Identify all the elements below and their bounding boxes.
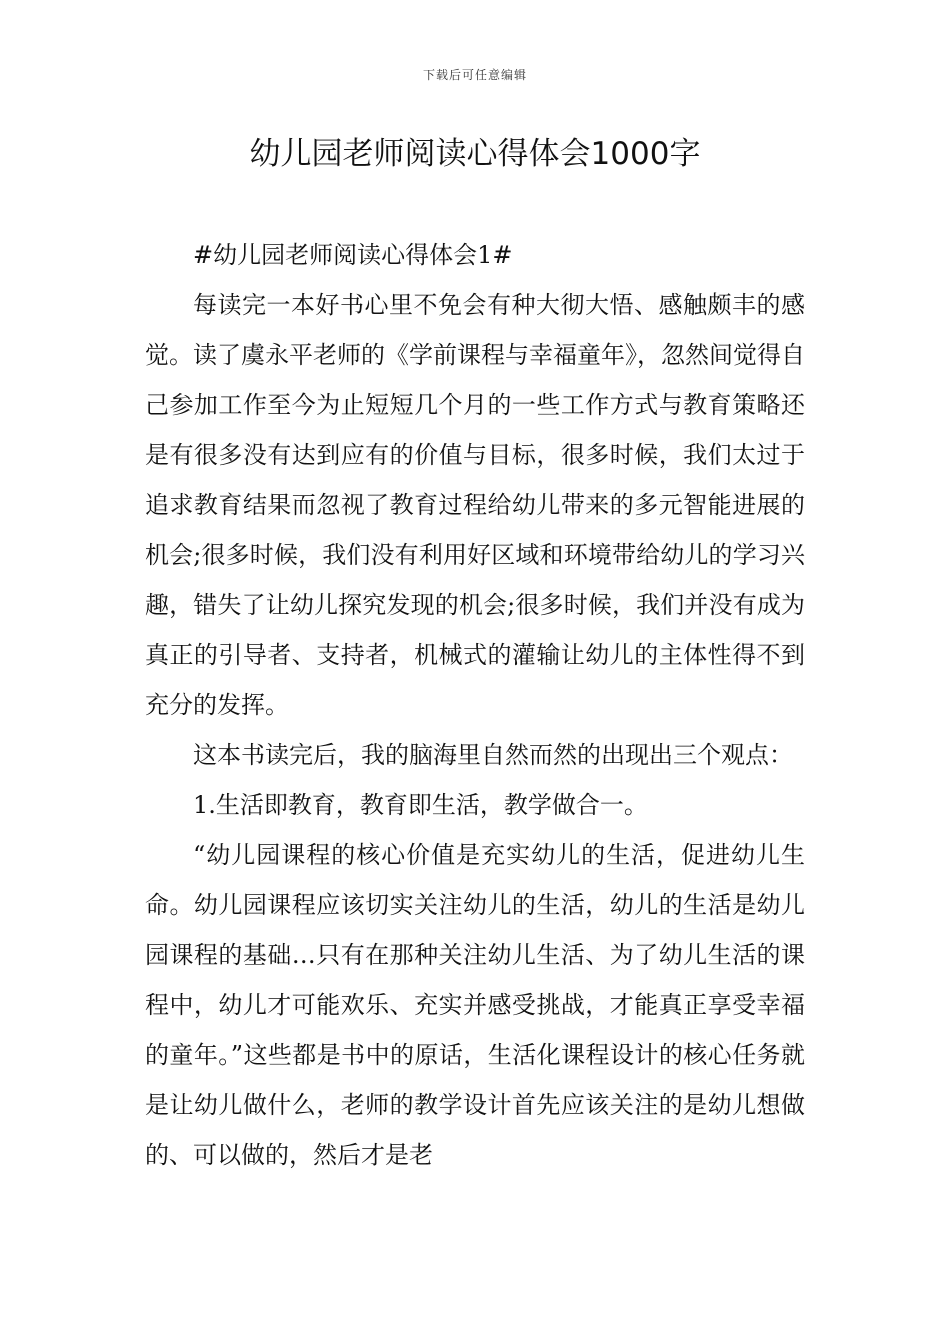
document-title: 幼儿园老师阅读心得体会1000字 (249, 136, 701, 172)
document-body (145, 230, 805, 1180)
body-paragraph-1: 每读完一本好书心里不免会有种大彻大悟、感触颇丰的感觉。读了虞永平老师的《学前课程与幸福童年》，忽然间觉得自己参加工作至今为止短短几个月的一些工作方式与教育策略还是有很多没有达到应有的价值与目标，很多时候，我们太过于追求教育结果而忽视了教育过程给幼儿带来的多元智能进展的机会;很多时候，我们没有利用好区域和环境带给幼儿的学习兴趣，错失了让幼儿探究发现的机会;很多时候，我们并没有成为真正的引导者、支持者，机械式的灌输让幼儿的主体性得不到充分的发挥。 (145, 291, 805, 719)
body-paragraph-4: “幼儿园课程的核心价值是充实幼儿的生活，促进幼儿生命。幼儿园课程应该切实关注幼儿的生活，幼儿的生活是幼儿园课程的基础…只有在那种关注幼儿生活、为了幼儿生活的课程中，幼儿才可能欢乐、充实并感受挑战，才能真正享受幸福的童年。”这些都是书中的原话，生活化课程设计的核心任务就是让幼儿做什么，老师的教学设计首先应该关注的是幼儿想做的、可以做的，然后才是老 (145, 841, 805, 1169)
page-header-note: 下载后可任意编辑 (422, 68, 527, 82)
body-paragraph-3: 1.生活即教育，教育即生活，教学做合一。 (193, 791, 648, 819)
body-paragraph-2: 这本书读完后，我的脑海里自然而然的出现出三个观点： (193, 741, 793, 769)
section-heading: #幼儿园老师阅读心得体会1# (193, 241, 513, 269)
